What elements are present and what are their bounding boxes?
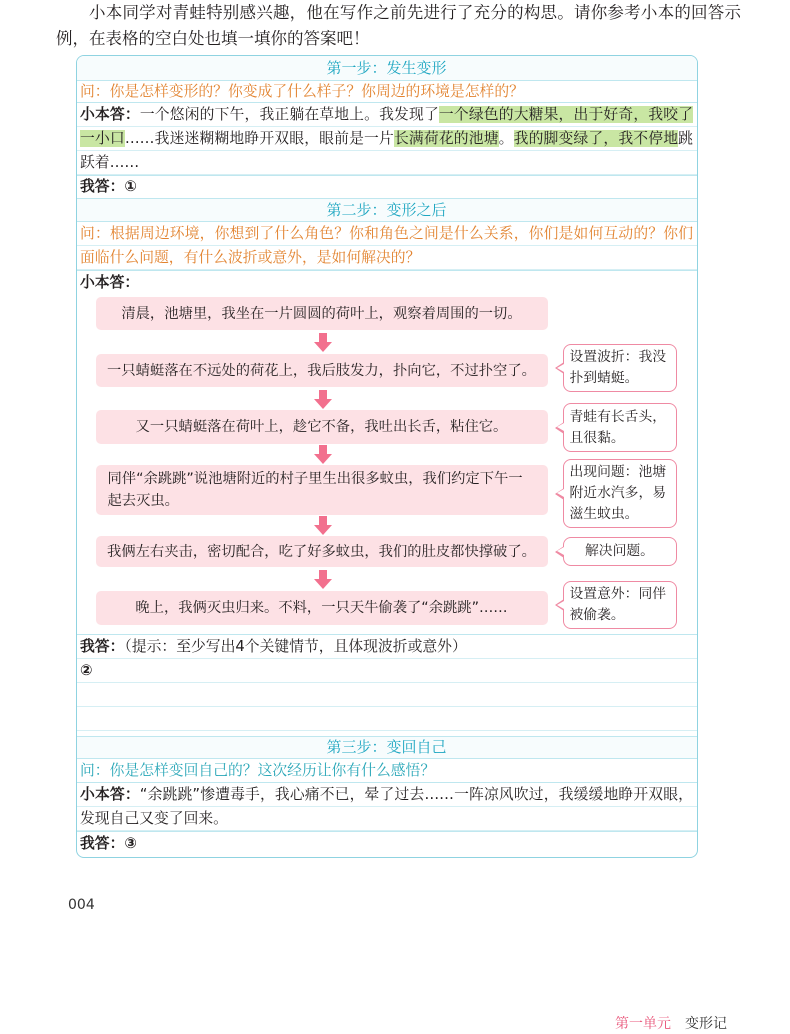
answer-segment: ……我迷迷糊糊地睁开双眼，眼前是一片	[124, 130, 394, 147]
answer-segment-highlight: 长满荷花的池塘	[393, 130, 499, 147]
down-arrow-icon	[314, 570, 332, 589]
flow-step-text: 我俩左右夹击，密切配合，吃了好多蚊虫，我们的肚皮都快撑破了。	[107, 543, 536, 560]
section-2-my-answer	[77, 635, 697, 737]
flow-note-2	[563, 344, 677, 392]
my-answer-label: 我答：	[80, 178, 125, 195]
flow-note-text: 青蛙有长舌头，且很黏。	[569, 408, 667, 446]
answer-segment: 跳跃着……	[80, 130, 693, 171]
section-1-example-answer	[77, 103, 697, 176]
running-footer	[615, 1015, 727, 1033]
answer-segment-highlight: 一个绿色的大糖果，出于好奇，我咬了一小口	[80, 106, 693, 147]
flow-note-3	[563, 403, 677, 452]
answer-segment: 一个悠闲的下午，我正躺在草地上。我发现了	[139, 106, 439, 123]
flow-step-5	[96, 536, 548, 567]
flow-step-3	[96, 410, 548, 444]
flow-step-text: 同伴“余跳跳”说池塘附近的村子里生出很多蚊虫，我们约定下午一起去灭虫。	[107, 471, 523, 509]
section-1-header: 第一步：发生变形	[77, 56, 697, 81]
flow-note-text: 出现问题：池塘附近水汽多，易滋生蚊虫。	[569, 464, 667, 522]
example-answer-text: “余跳跳”惨遭毒手，我心痛不已，晕了过去……一阵凉风吹过，我缓缓地睁开双眼，发现自己又变了回来。	[80, 786, 693, 827]
section-3-example-answer	[77, 783, 697, 832]
flow-step-6	[96, 591, 548, 625]
down-arrow-icon	[314, 390, 332, 409]
section-1-my-answer	[77, 176, 697, 199]
my-answer-hint: （提示：至少写出4个关键情节，且体现波折或意外）	[124, 638, 467, 655]
down-arrow-icon	[314, 333, 332, 352]
page-number: 004	[68, 897, 95, 913]
my-answer-label: 我答：	[80, 835, 125, 852]
footer-title: 变形记	[685, 1016, 727, 1032]
flow-step-text: 清晨，池塘里，我坐在一片圆圆的荷叶上，观察着周围的一切。	[121, 305, 522, 322]
example-answer-label: 小本答：	[80, 786, 140, 803]
intro-paragraph: 小本同学对青蛙特别感兴趣，他在写作之前先进行了充分的构思。请你参考小本的回答示例，在表格的空白处也填一填你的答案吧！	[56, 3, 741, 48]
flow-note-text: 设置波折：我没扑到蜻蜓。	[569, 349, 667, 386]
section-2-question: 问：根据周边环境，你想到了什么角色？你和角色之间是什么关系，你们是如何互动的？你们面临什么问题，有什么波折或意外，是如何解决的？	[77, 222, 697, 271]
my-answer-line	[80, 635, 693, 659]
flow-step-2	[96, 354, 548, 387]
answer-segment-highlight: 我的脚变绿了，我不停地	[513, 130, 679, 147]
section-3-question: 问：你是怎样变回自己的？这次经历让你有什么感悟？	[77, 759, 697, 783]
flow-step-text: 一只蜻蜓落在不远处的荷花上，我后肢发力，扑向它，不过扑空了。	[107, 362, 536, 379]
flow-note-5	[563, 537, 677, 566]
flow-step-1	[96, 297, 548, 330]
down-arrow-icon	[314, 445, 332, 464]
example-answer-label: 小本答：	[80, 274, 140, 291]
down-arrow-icon	[314, 516, 332, 535]
answer-marker: ③	[124, 835, 137, 852]
answer-marker: ②	[80, 662, 93, 679]
flow-note-4	[563, 459, 677, 528]
flow-step-text: 晚上，我俩灭虫归来。不料，一只天牛偷袭了“余跳跳”……	[135, 600, 508, 616]
section-2-example-flowchart	[77, 271, 697, 635]
answer-marker: ①	[124, 178, 137, 195]
flow-note-text: 解决问题。	[585, 543, 654, 559]
section-1-question: 问：你是怎样变形的？你变成了什么样子？你周边的环境是怎样的？	[77, 81, 697, 103]
answer-segment: 。	[498, 130, 514, 147]
section-3-my-answer	[77, 832, 697, 856]
footer-unit: 第一单元	[615, 1016, 671, 1032]
flow-note-6	[563, 581, 677, 629]
example-answer-label: 小本答：	[80, 106, 140, 123]
flow-step-text: 又一只蜻蜓落在荷叶上，趁它不备，我吐出长舌，粘住它。	[135, 419, 508, 435]
section-2-header: 第二步：变形之后	[77, 199, 697, 222]
section-3-header: 第三步：变回自己	[77, 737, 697, 759]
my-answer-label: 我答：	[80, 638, 125, 655]
flow-step-4	[96, 465, 548, 515]
flow-note-text: 设置意外：同伴被偷袭。	[569, 586, 667, 623]
worksheet-table	[76, 55, 698, 858]
